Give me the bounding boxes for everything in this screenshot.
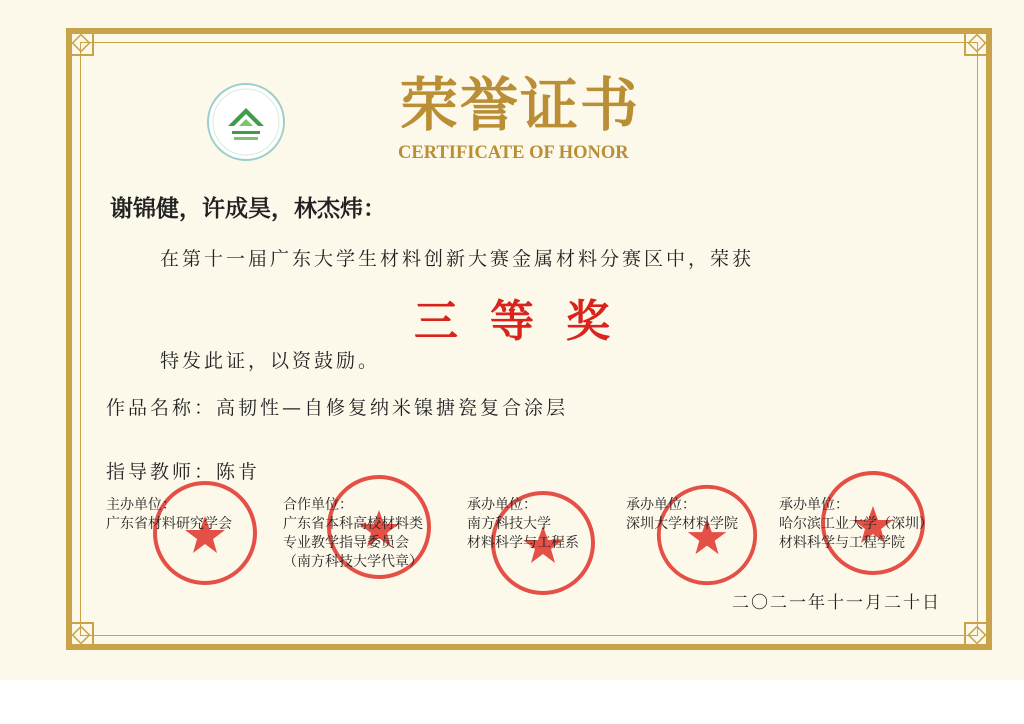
organizer-role: 合作单位：	[283, 497, 353, 513]
corner-ornament	[68, 30, 94, 56]
organizer-name: 广东省材料研究学会	[106, 516, 232, 532]
certificate-title: 荣誉证书	[400, 71, 641, 139]
closing-statement: 特发此证，以资鼓励。	[160, 350, 381, 372]
award-statement: 在第十一届广东大学生材料创新大赛金属材料分赛区中，荣获	[160, 248, 755, 270]
organizer-role: 承办单位：	[467, 497, 537, 513]
organizer-name: 广东省本科高校材料类	[283, 516, 423, 532]
corner-ornament	[68, 622, 94, 648]
organizer-name: 材料科学与工程学院	[779, 535, 905, 551]
organizer-name: 深圳大学材料学院	[626, 516, 738, 532]
advisor-label: 指导教师：	[106, 461, 217, 483]
corner-ornament	[964, 30, 990, 56]
organizer-host	[106, 496, 232, 534]
organizer-name: 哈尔滨工业大学（深圳）	[779, 516, 933, 532]
work-title-value: 高韧性—自修复纳米镍搪瓷复合涂层	[216, 397, 569, 419]
organizer-undertaker-2	[626, 496, 738, 534]
recipient-names: 谢锦健，许成昊，林杰炜：	[110, 196, 386, 222]
organizer-role: 承办单位：	[626, 497, 696, 513]
organizer-name: 材料科学与工程系	[467, 535, 579, 551]
organizer-name: 专业教学指导委员会	[283, 535, 409, 551]
organizer-undertaker-1	[467, 496, 579, 553]
organizer-role: 主办单位：	[106, 497, 176, 513]
advisor-name: 陈肯	[216, 461, 261, 483]
work-title-row	[106, 393, 568, 420]
issue-date: 二〇二一年十一月二十日	[732, 593, 941, 613]
organizer-undertaker-3	[779, 496, 933, 553]
organizer-partner	[283, 496, 423, 572]
certificate-subtitle: CERTIFICATE OF HONOR	[398, 143, 629, 163]
work-title-label: 作品名称：	[106, 397, 217, 419]
organizer-role: 承办单位：	[779, 497, 849, 513]
corner-ornament	[964, 622, 990, 648]
organizer-name: （南方科技大学代章）	[283, 554, 423, 570]
contest-logo-icon	[206, 82, 286, 162]
organizer-name: 南方科技大学	[467, 516, 551, 532]
award-level: 三等奖	[414, 296, 642, 347]
